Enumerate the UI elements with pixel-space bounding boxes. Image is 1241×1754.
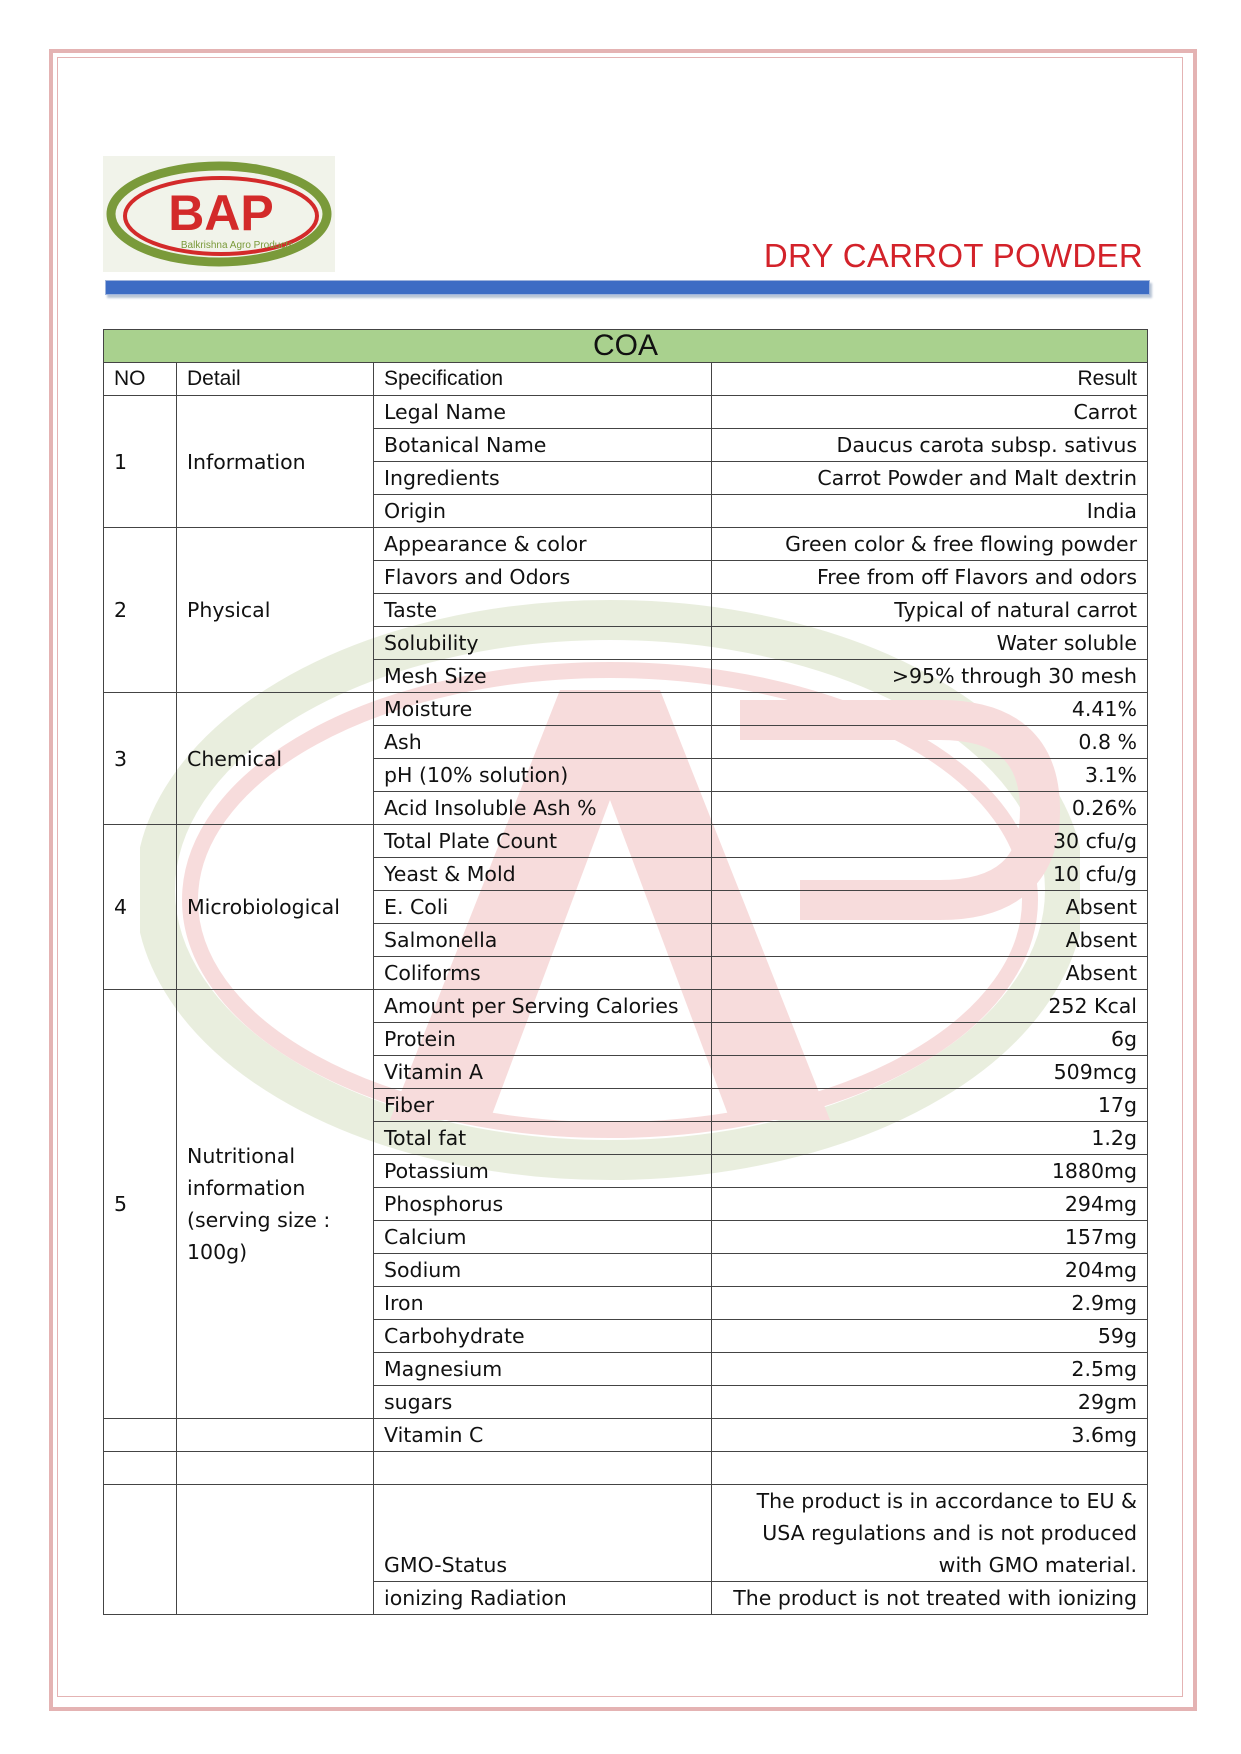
- column-header-detail: Detail: [177, 363, 374, 396]
- empty-cell: [177, 1452, 374, 1485]
- gmo-result-line: The product is in accordance to EU &: [756, 1489, 1137, 1513]
- table-row: [104, 825, 1148, 858]
- specification-cell: Fiber: [374, 1089, 712, 1122]
- column-header-no: NO: [104, 363, 177, 396]
- specification-cell: Vitamin C: [374, 1419, 712, 1452]
- group-number: 2: [104, 528, 177, 693]
- group-detail: Nutritional information (serving size : 100g): [177, 990, 374, 1419]
- result-cell: Absent: [712, 924, 1148, 957]
- group-number: 1: [104, 396, 177, 528]
- specification-cell: Total Plate Count: [374, 825, 712, 858]
- empty-cell: [104, 1452, 177, 1485]
- company-logo: [103, 156, 335, 272]
- logo-subtitle: Balkrishna Agro Products: [180, 240, 294, 251]
- radiation-result: The product is not treated with ionizing: [712, 1582, 1148, 1615]
- specification-cell: Salmonella: [374, 924, 712, 957]
- specification-cell: Botanical Name: [374, 429, 712, 462]
- specification-cell: Sodium: [374, 1254, 712, 1287]
- specification-cell: Flavors and Odors: [374, 561, 712, 594]
- coa-caption: COA: [104, 330, 1148, 363]
- result-cell: 6g: [712, 1023, 1148, 1056]
- document-title: DRY CARROT POWDER: [763, 237, 1143, 274]
- specification-cell: Yeast & Mold: [374, 858, 712, 891]
- result-cell: India: [712, 495, 1148, 528]
- group-number: 4: [104, 825, 177, 990]
- result-cell: 29gm: [712, 1386, 1148, 1419]
- result-cell: Absent: [712, 957, 1148, 990]
- empty-cell: [104, 1419, 177, 1452]
- radiation-label: ionizing Radiation: [374, 1582, 712, 1615]
- specification-cell: Acid Insoluble Ash %: [374, 792, 712, 825]
- empty-cell: [104, 1485, 177, 1615]
- column-header-row: [104, 363, 1148, 396]
- group-number: 5: [104, 990, 177, 1419]
- specification-cell: Carbohydrate: [374, 1320, 712, 1353]
- result-cell: 3.6mg: [712, 1419, 1148, 1452]
- specification-cell: Magnesium: [374, 1353, 712, 1386]
- specification-cell: Protein: [374, 1023, 712, 1056]
- empty-cell: [712, 1452, 1148, 1485]
- group-detail: Microbiological: [177, 825, 374, 990]
- specification-cell: Moisture: [374, 693, 712, 726]
- group-detail: Chemical: [177, 693, 374, 825]
- specification-cell: Mesh Size: [374, 660, 712, 693]
- result-cell: Daucus carota subsp. sativus: [712, 429, 1148, 462]
- blank-row: [104, 1452, 1148, 1485]
- result-cell: 0.26%: [712, 792, 1148, 825]
- specification-cell: Potassium: [374, 1155, 712, 1188]
- specification-cell: Origin: [374, 495, 712, 528]
- table-row: [104, 396, 1148, 429]
- specification-cell: Solubility: [374, 627, 712, 660]
- result-cell: Carrot: [712, 396, 1148, 429]
- result-cell: Absent: [712, 891, 1148, 924]
- result-cell: 0.8 %: [712, 726, 1148, 759]
- result-cell: 2.5mg: [712, 1353, 1148, 1386]
- gmo-status-result: [712, 1485, 1148, 1582]
- result-cell: Carrot Powder and Malt dextrin: [712, 462, 1148, 495]
- result-cell: Free from off Flavors and odors: [712, 561, 1148, 594]
- group-detail: Physical: [177, 528, 374, 693]
- result-cell: 4.41%: [712, 693, 1148, 726]
- logo-letters: BAP: [168, 185, 274, 241]
- gmo-result-line: USA regulations and is not produced: [762, 1521, 1137, 1545]
- result-cell: 157mg: [712, 1221, 1148, 1254]
- group-detail: Information: [177, 396, 374, 528]
- result-cell: 30 cfu/g: [712, 825, 1148, 858]
- column-header-result: Result: [712, 363, 1148, 396]
- group-number: 3: [104, 693, 177, 825]
- table-row: [104, 1419, 1148, 1452]
- result-cell: 1880mg: [712, 1155, 1148, 1188]
- result-cell: 1.2g: [712, 1122, 1148, 1155]
- empty-cell: [374, 1452, 712, 1485]
- result-cell: 204mg: [712, 1254, 1148, 1287]
- table-row: [104, 693, 1148, 726]
- table-row: [104, 528, 1148, 561]
- coa-table: [103, 329, 1148, 1615]
- result-cell: Typical of natural carrot: [712, 594, 1148, 627]
- title-divider-bar: [105, 280, 1150, 295]
- specification-cell: Ash: [374, 726, 712, 759]
- result-cell: 509mcg: [712, 1056, 1148, 1089]
- result-cell: 252 Kcal: [712, 990, 1148, 1023]
- specification-cell: Amount per Serving Calories: [374, 990, 712, 1023]
- result-cell: 10 cfu/g: [712, 858, 1148, 891]
- result-cell: Green color & free flowing powder: [712, 528, 1148, 561]
- result-cell: 294mg: [712, 1188, 1148, 1221]
- specification-cell: pH (10% solution): [374, 759, 712, 792]
- specification-cell: Appearance & color: [374, 528, 712, 561]
- result-cell: 3.1%: [712, 759, 1148, 792]
- specification-cell: Calcium: [374, 1221, 712, 1254]
- gmo-status-label: GMO-Status: [374, 1485, 712, 1582]
- specification-cell: E. Coli: [374, 891, 712, 924]
- specification-cell: Coliforms: [374, 957, 712, 990]
- specification-cell: Legal Name: [374, 396, 712, 429]
- result-cell: 59g: [712, 1320, 1148, 1353]
- gmo-result-line: with GMO material.: [938, 1553, 1137, 1577]
- specification-cell: sugars: [374, 1386, 712, 1419]
- result-cell: >95% through 30 mesh: [712, 660, 1148, 693]
- result-cell: 17g: [712, 1089, 1148, 1122]
- specification-cell: Iron: [374, 1287, 712, 1320]
- specification-cell: Phosphorus: [374, 1188, 712, 1221]
- column-header-specification: Specification: [374, 363, 712, 396]
- specification-cell: Vitamin A: [374, 1056, 712, 1089]
- empty-cell: [177, 1485, 374, 1615]
- gmo-row: [104, 1485, 1148, 1582]
- specification-cell: Total fat: [374, 1122, 712, 1155]
- result-cell: 2.9mg: [712, 1287, 1148, 1320]
- result-cell: Water soluble: [712, 627, 1148, 660]
- empty-cell: [177, 1419, 374, 1452]
- specification-cell: Taste: [374, 594, 712, 627]
- specification-cell: Ingredients: [374, 462, 712, 495]
- table-row: [104, 990, 1148, 1023]
